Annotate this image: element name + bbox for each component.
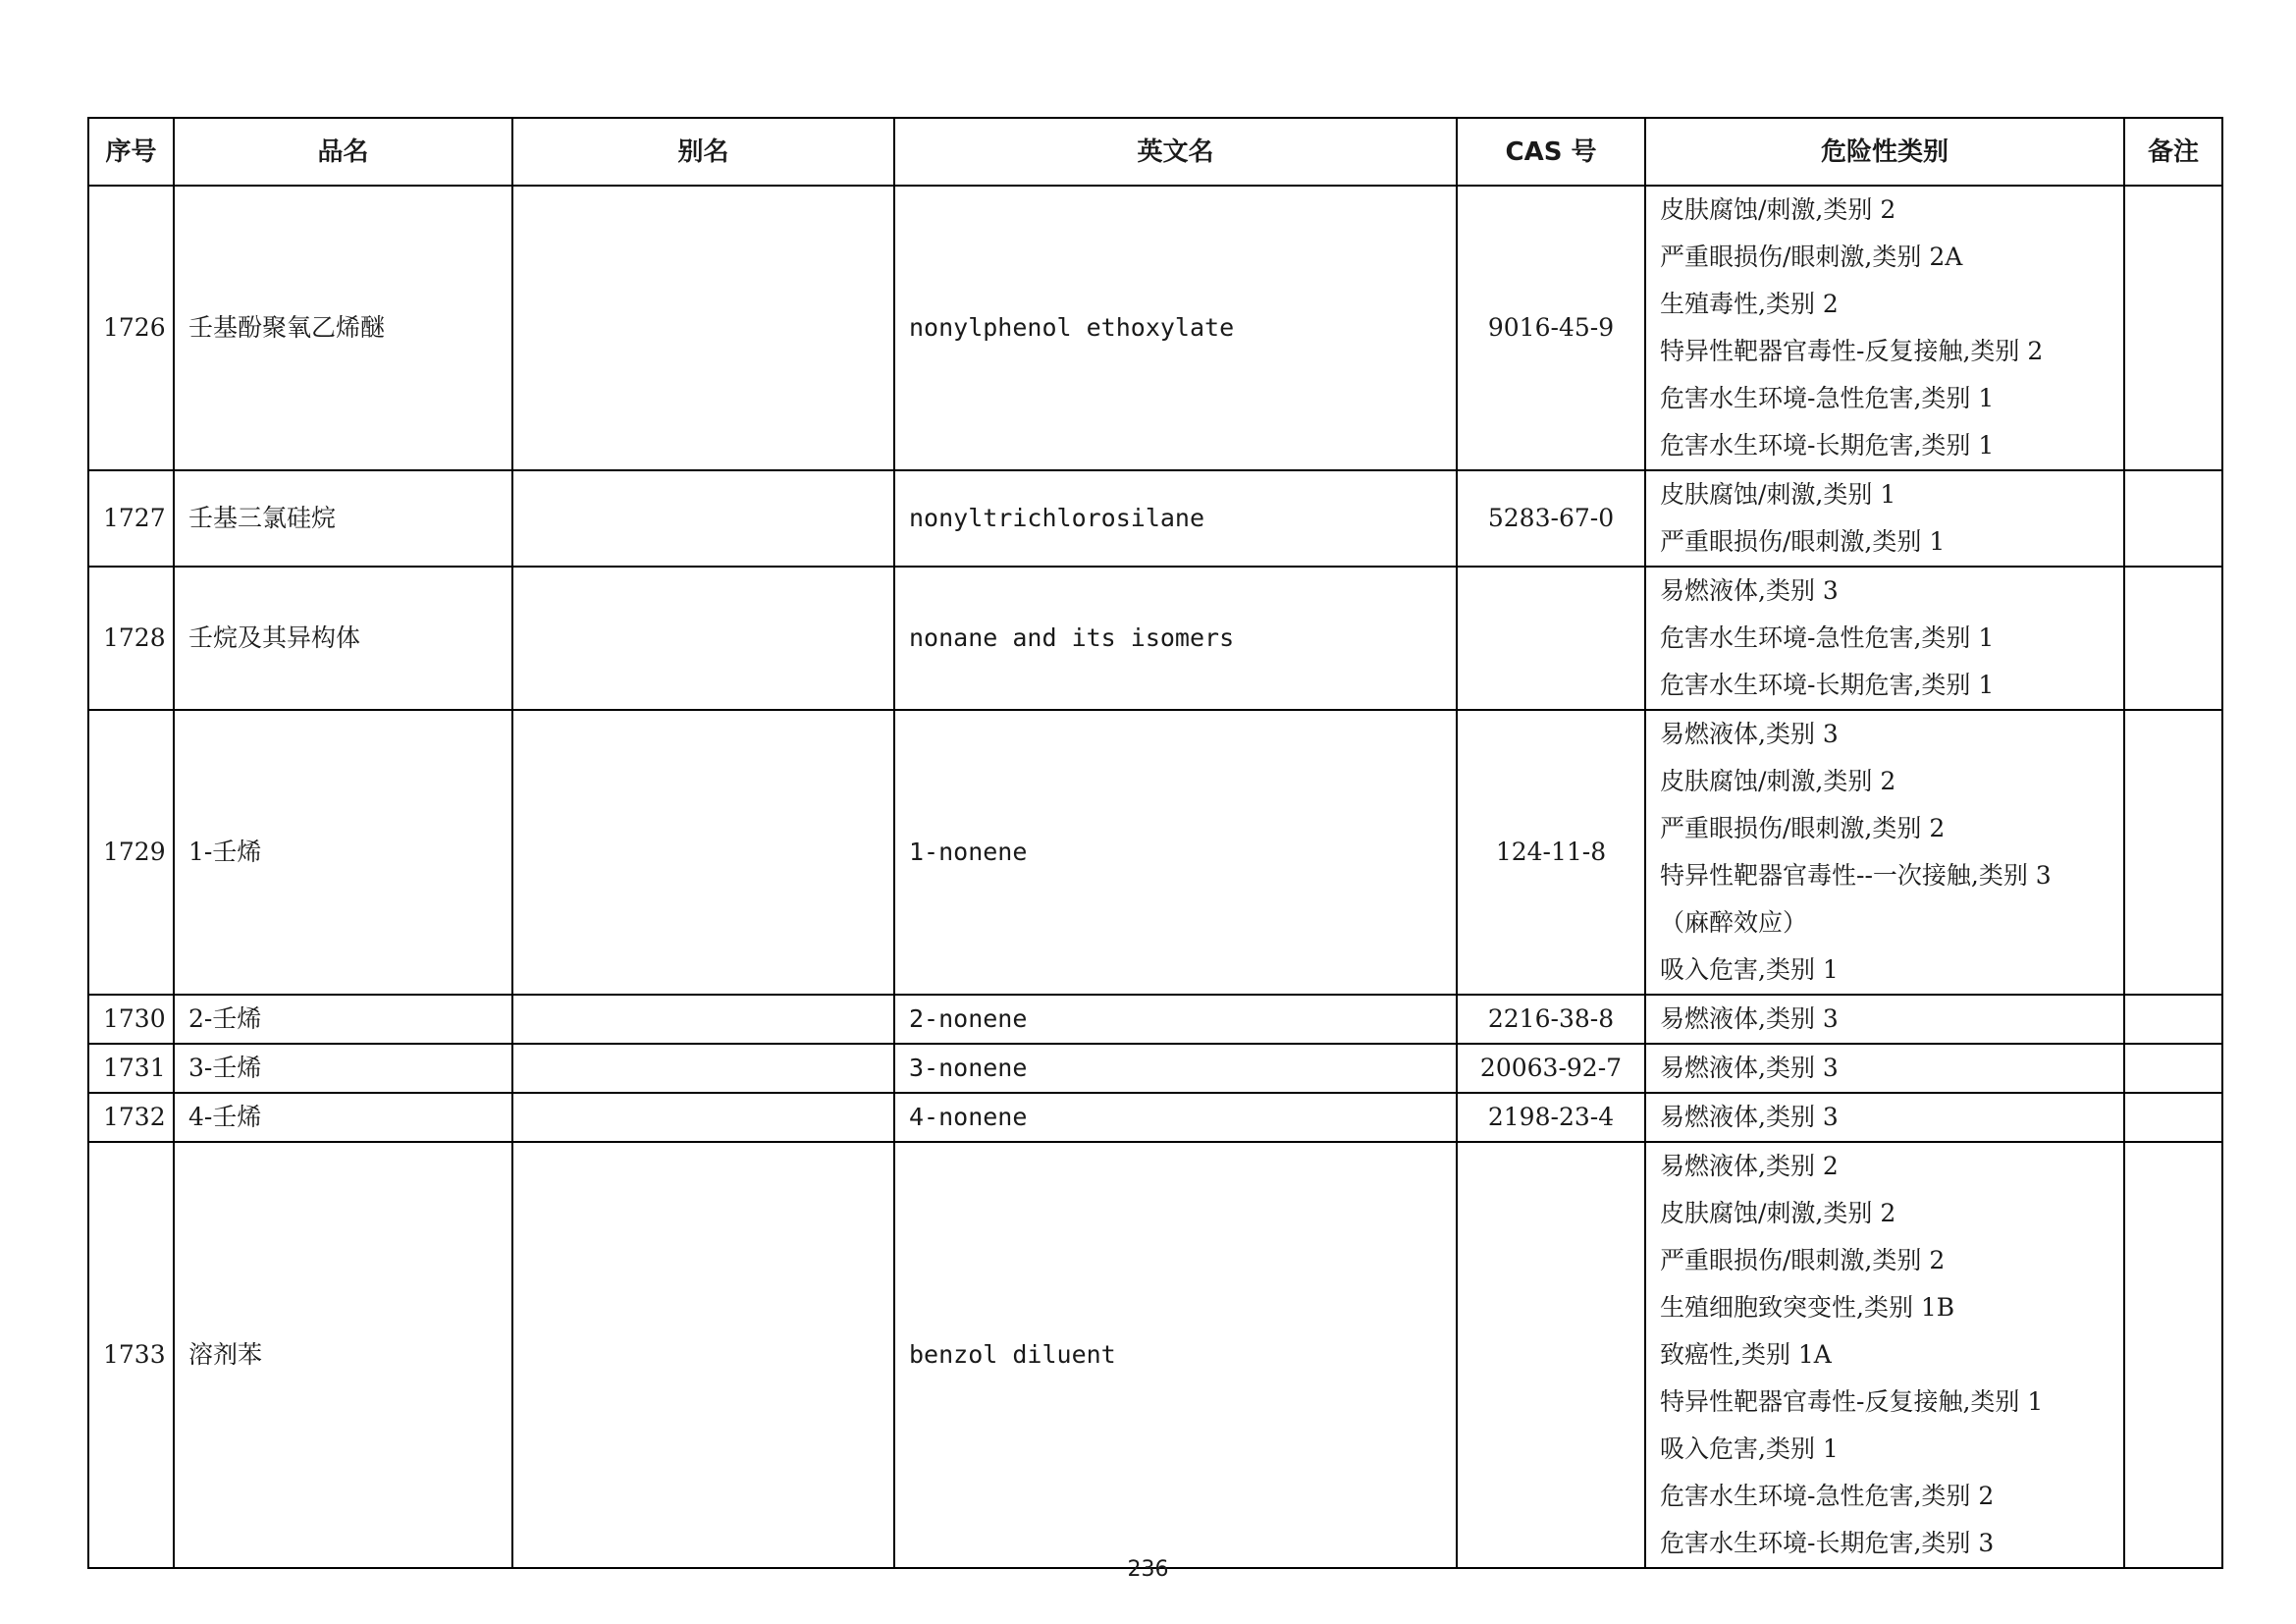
cell-cas: 124-11-8 [1457, 710, 1645, 995]
hazard-line: 易燃液体,类别 2 [1660, 1152, 1839, 1180]
chemical-table [87, 117, 2223, 1569]
cell-name: 溶剂苯 [174, 1142, 512, 1568]
hazard-line: 危害水生环境-长期危害,类别 1 [1660, 671, 1995, 699]
hazard-line: 特异性靶器官毒性--一次接触,类别 3 [1660, 861, 2052, 890]
cell-remark [2124, 470, 2222, 567]
cell-remark [2124, 1093, 2222, 1142]
cell-cas [1457, 567, 1645, 710]
cell-english: nonyltrichlorosilane [894, 470, 1457, 567]
cell-english: nonylphenol ethoxylate [894, 186, 1457, 470]
cell-cas: 2198-23-4 [1457, 1093, 1645, 1142]
header-remark: 备注 [2124, 118, 2222, 186]
hazard-line: 生殖毒性,类别 2 [1660, 290, 1839, 318]
hazard-line: 特异性靶器官毒性-反复接触,类别 1 [1660, 1387, 2044, 1416]
hazard-line: 皮肤腐蚀/刺激,类别 1 [1660, 480, 1896, 509]
cell-name: 3-壬烯 [174, 1044, 512, 1093]
cell-no: 1731 [88, 1044, 174, 1093]
hazard-line: 易燃液体,类别 3 [1660, 1054, 1839, 1082]
cell-english: 2-nonene [894, 995, 1457, 1044]
hazard-line: 严重眼损伤/眼刺激,类别 2 [1660, 814, 1946, 842]
cell-name: 壬基酚聚氧乙烯醚 [174, 186, 512, 470]
cell-no: 1728 [88, 567, 174, 710]
header-name: 品名 [174, 118, 512, 186]
cell-no: 1730 [88, 995, 174, 1044]
cell-cas: 2216-38-8 [1457, 995, 1645, 1044]
cell-alias [512, 186, 894, 470]
cell-hazard [1645, 470, 2124, 567]
cell-alias [512, 1093, 894, 1142]
hazard-line: 吸入危害,类别 1 [1660, 1435, 1839, 1463]
cell-remark [2124, 1142, 2222, 1568]
table-body [88, 186, 2222, 1568]
table-row [88, 1044, 2222, 1093]
header-row [88, 118, 2222, 186]
cell-cas: 20063-92-7 [1457, 1044, 1645, 1093]
cell-no: 1733 [88, 1142, 174, 1568]
hazard-line: 生殖细胞致突变性,类别 1B [1660, 1293, 1955, 1322]
cell-hazard [1645, 710, 2124, 995]
cell-hazard [1645, 186, 2124, 470]
cell-hazard [1645, 1142, 2124, 1568]
cell-cas: 9016-45-9 [1457, 186, 1645, 470]
cell-name: 4-壬烯 [174, 1093, 512, 1142]
cell-alias [512, 470, 894, 567]
cell-name: 1-壬烯 [174, 710, 512, 995]
hazard-line: 危害水生环境-急性危害,类别 2 [1660, 1482, 1995, 1510]
cell-remark [2124, 1044, 2222, 1093]
cell-alias [512, 567, 894, 710]
header-hazard: 危险性类别 [1645, 118, 2124, 186]
cell-cas [1457, 1142, 1645, 1568]
table-row [88, 186, 2222, 470]
cell-alias [512, 1044, 894, 1093]
cell-no: 1726 [88, 186, 174, 470]
cell-name: 壬基三氯硅烷 [174, 470, 512, 567]
table-row [88, 1093, 2222, 1142]
cell-no: 1729 [88, 710, 174, 995]
cell-cas: 5283-67-0 [1457, 470, 1645, 567]
cell-remark [2124, 995, 2222, 1044]
hazard-line: 吸入危害,类别 1 [1660, 955, 1839, 984]
hazard-line: 易燃液体,类别 3 [1660, 720, 1839, 748]
cell-hazard [1645, 995, 2124, 1044]
hazard-line: 严重眼损伤/眼刺激,类别 2 [1660, 1246, 1946, 1274]
hazard-line: 皮肤腐蚀/刺激,类别 2 [1660, 767, 1896, 795]
cell-alias [512, 1142, 894, 1568]
table-row [88, 470, 2222, 567]
hazard-line: 严重眼损伤/眼刺激,类别 1 [1660, 527, 1946, 556]
hazard-line: 皮肤腐蚀/刺激,类别 2 [1660, 195, 1896, 224]
hazard-line: 危害水生环境-急性危害,类别 1 [1660, 623, 1995, 652]
cell-english: nonane and its isomers [894, 567, 1457, 710]
header-cas: CAS 号 [1457, 118, 1645, 186]
cell-hazard [1645, 1093, 2124, 1142]
cell-english: 4-nonene [894, 1093, 1457, 1142]
hazard-line: 易燃液体,类别 3 [1660, 1103, 1839, 1131]
table-row [88, 710, 2222, 995]
cell-name: 壬烷及其异构体 [174, 567, 512, 710]
table-row [88, 995, 2222, 1044]
table-row [88, 567, 2222, 710]
header-no: 序号 [88, 118, 174, 186]
hazard-line: （麻醉效应） [1660, 908, 1808, 937]
hazard-line: 危害水生环境-长期危害,类别 3 [1660, 1529, 1995, 1557]
cell-remark [2124, 567, 2222, 710]
cell-remark [2124, 186, 2222, 470]
cell-alias [512, 710, 894, 995]
cell-remark [2124, 710, 2222, 995]
hazard-line: 危害水生环境-急性危害,类别 1 [1660, 384, 1995, 412]
hazard-line: 皮肤腐蚀/刺激,类别 2 [1660, 1199, 1896, 1227]
hazard-line: 特异性靶器官毒性-反复接触,类别 2 [1660, 337, 2044, 365]
cell-hazard [1645, 1044, 2124, 1093]
cell-no: 1732 [88, 1093, 174, 1142]
page-number: 236 [1127, 1557, 1169, 1582]
table-row [88, 1142, 2222, 1568]
cell-name: 2-壬烯 [174, 995, 512, 1044]
hazard-line: 严重眼损伤/眼刺激,类别 2A [1660, 243, 1963, 271]
hazard-line: 危害水生环境-长期危害,类别 1 [1660, 431, 1995, 460]
hazard-line: 易燃液体,类别 3 [1660, 576, 1839, 605]
header-english: 英文名 [894, 118, 1457, 186]
cell-alias [512, 995, 894, 1044]
cell-english: 1-nonene [894, 710, 1457, 995]
hazard-line: 易燃液体,类别 3 [1660, 1004, 1839, 1033]
cell-english: 3-nonene [894, 1044, 1457, 1093]
header-alias: 别名 [512, 118, 894, 186]
hazard-line: 致癌性,类别 1A [1660, 1340, 1832, 1369]
cell-english: benzol diluent [894, 1142, 1457, 1568]
cell-no: 1727 [88, 470, 174, 567]
cell-hazard [1645, 567, 2124, 710]
